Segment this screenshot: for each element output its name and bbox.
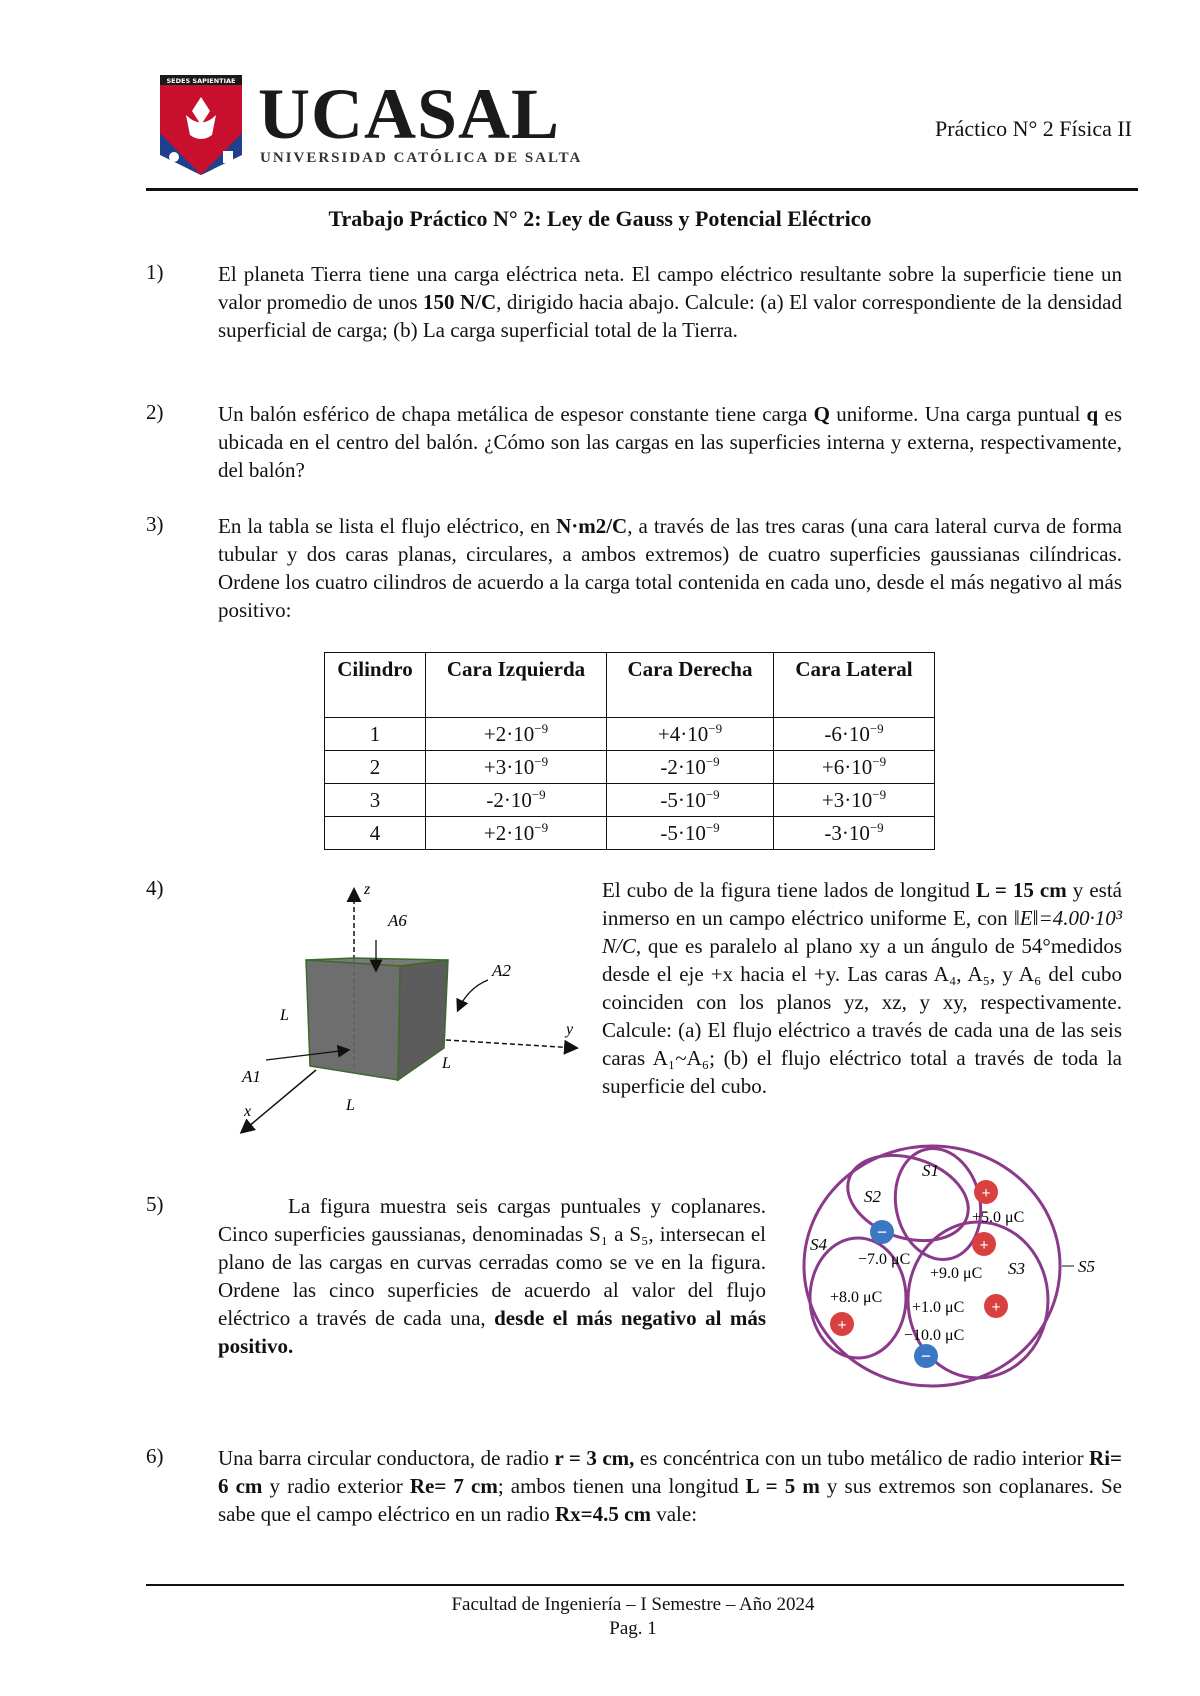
surface-s5-label: S5 xyxy=(1078,1257,1095,1276)
charge-label: −7.0 μC xyxy=(858,1251,911,1268)
gaussian-surfaces-figure xyxy=(800,1140,1116,1390)
surface-s4-label: S4 xyxy=(810,1235,827,1254)
problem-1-number: 1) xyxy=(146,260,164,284)
footer-page-number: Pag. 1 xyxy=(609,1618,657,1639)
problem-5-number: 5) xyxy=(146,1192,164,1216)
charge-label: +8.0 μC xyxy=(830,1289,883,1306)
problem-1-text: El planeta Tierra tiene una carga eléctrica neta. El campo eléctrico resultante sobre la superficie tiene un valor promedio de unos 150 N/C, dirigido hacia abajo. Calcule: (a) El valor correspondiente de la densidad superficial de carga; (b) La carga superficial total de la Tierra. xyxy=(218,262,1122,342)
charge-label: +1.0 μC xyxy=(912,1299,965,1316)
charge-label: +9.0 μC xyxy=(930,1265,983,1282)
table-row xyxy=(325,817,935,850)
table-cell: 1 xyxy=(325,718,426,751)
table-cell: $-5\cdot 10^{-9}$ xyxy=(607,817,774,850)
face-a6-label: A6 xyxy=(388,911,407,930)
footer-divider xyxy=(146,1584,1124,1586)
surface-s1-label: S1 xyxy=(922,1161,939,1180)
surface-s2-label: S2 xyxy=(864,1187,881,1206)
table-cell: $+3\cdot 10^{-9}$ xyxy=(426,751,607,784)
svg-text:+: + xyxy=(837,1317,847,1334)
surface-s3-label: S3 xyxy=(1008,1259,1025,1278)
header-divider xyxy=(146,188,1138,191)
problem-6-number: 6) xyxy=(146,1444,164,1468)
edge-length-label: L xyxy=(442,1055,451,1072)
table-cell: $+6\cdot 10^{-9}$ xyxy=(774,751,935,784)
face-a2-label: A2 xyxy=(492,961,511,980)
axis-z-label: z xyxy=(364,881,371,898)
table-cell: $+2\cdot 10^{-9}$ xyxy=(426,718,607,751)
axis-y-label: y xyxy=(566,1021,574,1038)
svg-text:−: − xyxy=(920,1346,932,1366)
table-row xyxy=(325,751,935,784)
problem-2-text: Un balón esférico de chapa metálica de espesor constante tiene carga Q uniforme. Una carga puntual q es ubicada en el centro del balón. ¿Cómo son las cargas en las superficies interna y externa, respectivamente, del balón? xyxy=(218,402,1122,482)
table-header-cell: Cara Izquierda xyxy=(426,653,607,718)
brand-name: UCASAL xyxy=(258,74,561,154)
face-a1-label: A1 xyxy=(242,1067,261,1086)
page-title: Trabajo Práctico N° 2: Ley de Gauss y Potencial Eléctrico xyxy=(328,206,872,231)
table-cell: 3 xyxy=(325,784,426,817)
svg-text:+: + xyxy=(979,1237,989,1254)
table-cell: $+4\cdot 10^{-9}$ xyxy=(607,718,774,751)
problem-6-text: Una barra circular conductora, de radio r = 3 cm, es concéntrica con un tubo metálico de radio interior Ri= 6 cm y radio exterior Re= 7 cm; ambos tienen una longitud L = 5 m y sus extremos son coplanares. Se sabe que el campo eléctrico en un radio Rx=4.5 cm vale: xyxy=(218,1446,1122,1526)
problem-5-text: La figura muestra seis cargas puntuales y coplanares. Cinco superficies gaussianas, denominadas S₁ a S₅, intersecan el plano de las cargas en curvas cerradas como se ve en la figura. Ordene las cinco superficies de acuerdo al valor del flujo eléctrico a través de cada una, desde el más negativo al más positivo. xyxy=(218,1194,766,1358)
table-row xyxy=(325,784,935,817)
table-header-cell: Cilindro xyxy=(325,653,426,718)
table-cell: 2 xyxy=(325,751,426,784)
problem-2-number: 2) xyxy=(146,400,164,424)
table-header-cell: Cara Derecha xyxy=(607,653,774,718)
table-cell: $-5\cdot 10^{-9}$ xyxy=(607,784,774,817)
svg-text:−: − xyxy=(876,1222,888,1242)
table-cell: $-2\cdot 10^{-9}$ xyxy=(426,784,607,817)
table-cell: $+3\cdot 10^{-9}$ xyxy=(774,784,935,817)
table-cell: $-6\cdot 10^{-9}$ xyxy=(774,718,935,751)
table-row xyxy=(325,718,935,751)
edge-length-label: L xyxy=(280,1007,289,1024)
axis-x-label: x xyxy=(244,1103,252,1120)
cube-figure xyxy=(236,870,596,1140)
logo-motto: SEDES SAPIENTIAE xyxy=(166,77,236,85)
university-shield-logo xyxy=(160,75,242,175)
table-header-row xyxy=(325,653,935,718)
flux-table xyxy=(324,652,935,850)
table-cell: $-2\cdot 10^{-9}$ xyxy=(607,751,774,784)
problem-3-text: En la tabla se lista el flujo eléctrico, en N·m2/C, a través de las tres caras (una cara lateral curva de forma tubular y dos caras planas, circulares, a ambos extremos) de cuatro superficies gaussianas cilíndricas. Ordene los cuatro cilindros de acuerdo a la carga total contenida en cada uno, desde el más negativo al más positivo: xyxy=(218,514,1123,622)
svg-text:+: + xyxy=(991,1299,1001,1316)
table-cell: $+2\cdot 10^{-9}$ xyxy=(426,817,607,850)
charge-label: +5.0 μC xyxy=(972,1209,1025,1226)
table-cell: 4 xyxy=(325,817,426,850)
svg-text:+: + xyxy=(981,1185,991,1202)
footer-faculty: Facultad de Ingeniería – I Semestre – Año 2024 xyxy=(451,1594,815,1615)
table-header-cell: Cara Lateral xyxy=(774,653,935,718)
problem-3-number: 3) xyxy=(146,512,164,536)
table-cell: $-3\cdot 10^{-9}$ xyxy=(774,817,935,850)
brand-subtitle: UNIVERSIDAD CATÓLICA DE SALTA xyxy=(260,150,583,166)
problem-4-number: 4) xyxy=(146,876,164,900)
document-label: Práctico N° 2 Física II xyxy=(935,116,1132,141)
edge-length-label: L xyxy=(346,1097,355,1114)
charge-label: −10.0 μC xyxy=(904,1327,965,1344)
problem-4-text: El cubo de la figura tiene lados de longitud L = 15 cm y está inmerso en un campo eléctrico uniforme E, con ‖E‖=4.00·10³ N/C, que es paralelo al plano xy a un ángulo de 54°medidos desde el eje +x hacia el +y. Las caras A₄, A₅, y A₆ del cubo coinciden con los planos yz, xz, y xy, respectivamente. Calcule: (a) El flujo eléctrico a través de cada una de las seis caras A₁~A₆; (b) el flujo eléctrico total a través de toda la superficie del cubo. xyxy=(602,878,1122,1098)
